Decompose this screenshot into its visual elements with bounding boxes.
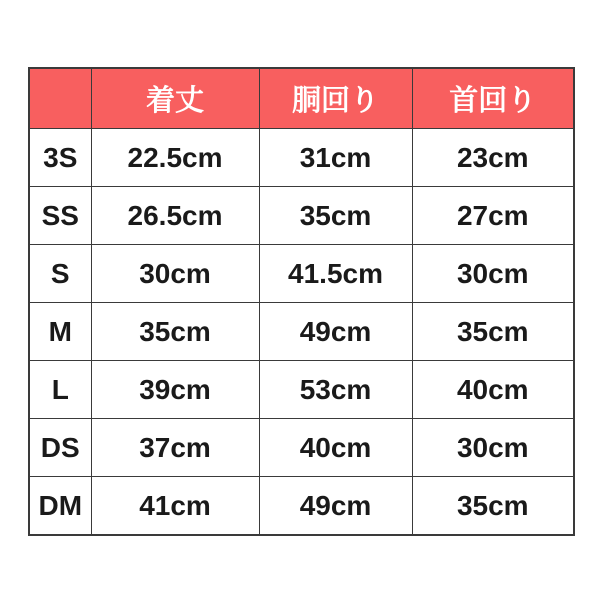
header-cell-girth: 胴回り [259,68,412,129]
size-label: 3S [29,129,91,187]
table-row [29,187,574,245]
measurement-cell: 30cm [412,245,574,303]
measurement-cell: 53cm [259,361,412,419]
table-row [29,245,574,303]
size-label: DM [29,477,91,536]
measurement-cell: 30cm [91,245,259,303]
size-label: L [29,361,91,419]
table-row [29,129,574,187]
size-label: M [29,303,91,361]
measurement-cell: 31cm [259,129,412,187]
measurement-cell: 23cm [412,129,574,187]
measurement-cell: 40cm [412,361,574,419]
size-label: S [29,245,91,303]
table-row [29,477,574,536]
header-cell-empty [29,68,91,129]
measurement-cell: 26.5cm [91,187,259,245]
measurement-cell: 35cm [412,303,574,361]
measurement-cell: 49cm [259,477,412,536]
measurement-cell: 37cm [91,419,259,477]
size-chart-table [28,67,575,536]
table-row [29,303,574,361]
header-cell-neck: 首回り [412,68,574,129]
measurement-cell: 35cm [259,187,412,245]
measurement-cell: 49cm [259,303,412,361]
measurement-cell: 30cm [412,419,574,477]
measurement-cell: 35cm [91,303,259,361]
size-chart-header-row [29,68,574,129]
size-label: SS [29,187,91,245]
size-label: DS [29,419,91,477]
measurement-cell: 35cm [412,477,574,536]
measurement-cell: 22.5cm [91,129,259,187]
measurement-cell: 40cm [259,419,412,477]
table-row [29,361,574,419]
measurement-cell: 41cm [91,477,259,536]
measurement-cell: 41.5cm [259,245,412,303]
header-cell-garment-length: 着丈 [91,68,259,129]
measurement-cell: 39cm [91,361,259,419]
measurement-cell: 27cm [412,187,574,245]
table-row [29,419,574,477]
